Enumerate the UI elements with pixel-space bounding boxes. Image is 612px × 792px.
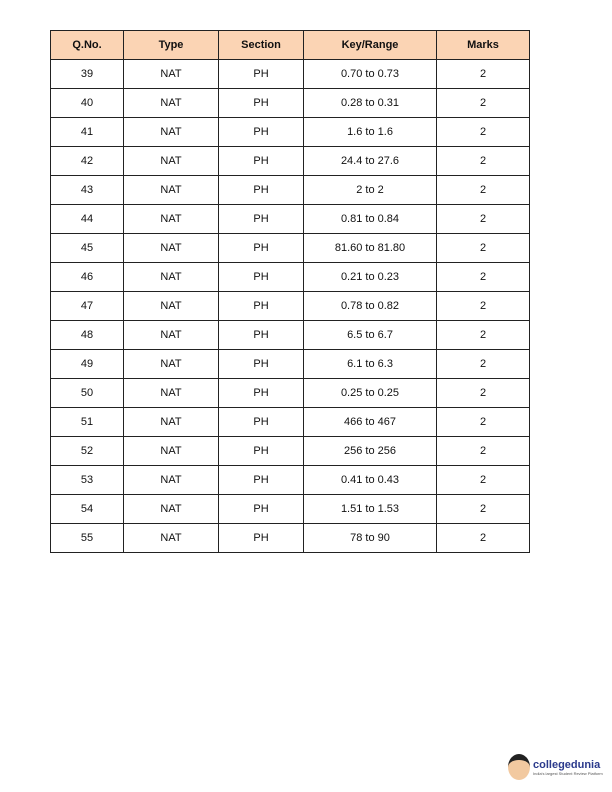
table-cell: PH (219, 292, 304, 321)
table-cell: PH (219, 147, 304, 176)
table-cell: 2 (437, 205, 530, 234)
table-cell: 45 (51, 234, 124, 263)
table-cell: 40 (51, 89, 124, 118)
table-cell: 46 (51, 263, 124, 292)
table-cell: 50 (51, 379, 124, 408)
table-cell: 0.28 to 0.31 (304, 89, 437, 118)
table-cell: 2 (437, 176, 530, 205)
table-cell: 0.78 to 0.82 (304, 292, 437, 321)
table-cell: NAT (124, 292, 219, 321)
table-cell: NAT (124, 147, 219, 176)
table-cell: PH (219, 89, 304, 118)
table-cell: 2 (437, 524, 530, 553)
table-cell: NAT (124, 263, 219, 292)
table-cell: 2 (437, 234, 530, 263)
table-row (51, 234, 530, 263)
table-cell: 24.4 to 27.6 (304, 147, 437, 176)
table-cell: 2 (437, 118, 530, 147)
table-cell: NAT (124, 437, 219, 466)
table-row (51, 118, 530, 147)
table-row (51, 263, 530, 292)
table-cell: 6.5 to 6.7 (304, 321, 437, 350)
mascot-icon (508, 754, 530, 780)
table-cell: NAT (124, 350, 219, 379)
table-cell: 0.25 to 0.25 (304, 379, 437, 408)
table-cell: NAT (124, 524, 219, 553)
table-cell: NAT (124, 176, 219, 205)
table-cell: NAT (124, 89, 219, 118)
table-cell: PH (219, 118, 304, 147)
table-cell: PH (219, 60, 304, 89)
table-cell: 2 (437, 379, 530, 408)
answer-key-table (50, 30, 530, 553)
table-cell: 0.41 to 0.43 (304, 466, 437, 495)
table-cell: PH (219, 495, 304, 524)
table-row (51, 524, 530, 553)
column-header: Marks (437, 31, 530, 60)
table-cell: NAT (124, 408, 219, 437)
table-row (51, 379, 530, 408)
table-cell: NAT (124, 495, 219, 524)
table-cell: PH (219, 379, 304, 408)
table-cell: 2 (437, 437, 530, 466)
table-cell: PH (219, 437, 304, 466)
table-cell: NAT (124, 466, 219, 495)
table-cell: NAT (124, 321, 219, 350)
table-cell: PH (219, 524, 304, 553)
logo-name: collegedunia (533, 758, 601, 771)
table-row (51, 89, 530, 118)
table-cell: 54 (51, 495, 124, 524)
table-row (51, 176, 530, 205)
table-row (51, 495, 530, 524)
table-cell: 49 (51, 350, 124, 379)
table-cell: 78 to 90 (304, 524, 437, 553)
column-header: Q.No. (51, 31, 124, 60)
table-cell: NAT (124, 379, 219, 408)
table-cell: 48 (51, 321, 124, 350)
table-row (51, 60, 530, 89)
table-cell: 2 (437, 292, 530, 321)
table-cell: 43 (51, 176, 124, 205)
table-row (51, 205, 530, 234)
table-row (51, 292, 530, 321)
table-cell: 2 (437, 408, 530, 437)
table-cell: NAT (124, 118, 219, 147)
table-cell: PH (219, 466, 304, 495)
table-cell: 44 (51, 205, 124, 234)
table-cell: PH (219, 408, 304, 437)
table-cell: 466 to 467 (304, 408, 437, 437)
table-cell: 0.81 to 0.84 (304, 205, 437, 234)
logo-tagline: India's largest Student Review Platform (533, 770, 603, 776)
table-cell: 2 (437, 147, 530, 176)
table-cell: PH (219, 205, 304, 234)
table-cell: 256 to 256 (304, 437, 437, 466)
table-cell: PH (219, 321, 304, 350)
table-cell: NAT (124, 234, 219, 263)
table-cell: 52 (51, 437, 124, 466)
table-row (51, 350, 530, 379)
table-cell: PH (219, 263, 304, 292)
table-cell: 42 (51, 147, 124, 176)
table-cell: 2 (437, 263, 530, 292)
collegedunia-logo (508, 754, 603, 780)
table-cell: 2 (437, 89, 530, 118)
table-cell: 1.51 to 1.53 (304, 495, 437, 524)
table-row (51, 466, 530, 495)
table-cell: 2 (437, 60, 530, 89)
table-row (51, 408, 530, 437)
column-header: Section (219, 31, 304, 60)
table-cell: 2 (437, 350, 530, 379)
table-row (51, 437, 530, 466)
table-cell: PH (219, 176, 304, 205)
table-cell: 6.1 to 6.3 (304, 350, 437, 379)
table-cell: NAT (124, 60, 219, 89)
table-cell: 0.21 to 0.23 (304, 263, 437, 292)
column-header: Type (124, 31, 219, 60)
table-row (51, 321, 530, 350)
table-cell: 55 (51, 524, 124, 553)
table-cell: 81.60 to 81.80 (304, 234, 437, 263)
table-cell: 39 (51, 60, 124, 89)
table-row (51, 147, 530, 176)
table-cell: 2 (437, 466, 530, 495)
table-cell: 53 (51, 466, 124, 495)
table-cell: PH (219, 234, 304, 263)
table-cell: PH (219, 350, 304, 379)
table-cell: 41 (51, 118, 124, 147)
table-header-row (51, 31, 530, 60)
table-cell: 2 (437, 495, 530, 524)
table-cell: 2 (437, 321, 530, 350)
table-cell: NAT (124, 205, 219, 234)
column-header: Key/Range (304, 31, 437, 60)
table-cell: 2 to 2 (304, 176, 437, 205)
table-cell: 1.6 to 1.6 (304, 118, 437, 147)
table-cell: 51 (51, 408, 124, 437)
table-cell: 47 (51, 292, 124, 321)
table-cell: 0.70 to 0.73 (304, 60, 437, 89)
